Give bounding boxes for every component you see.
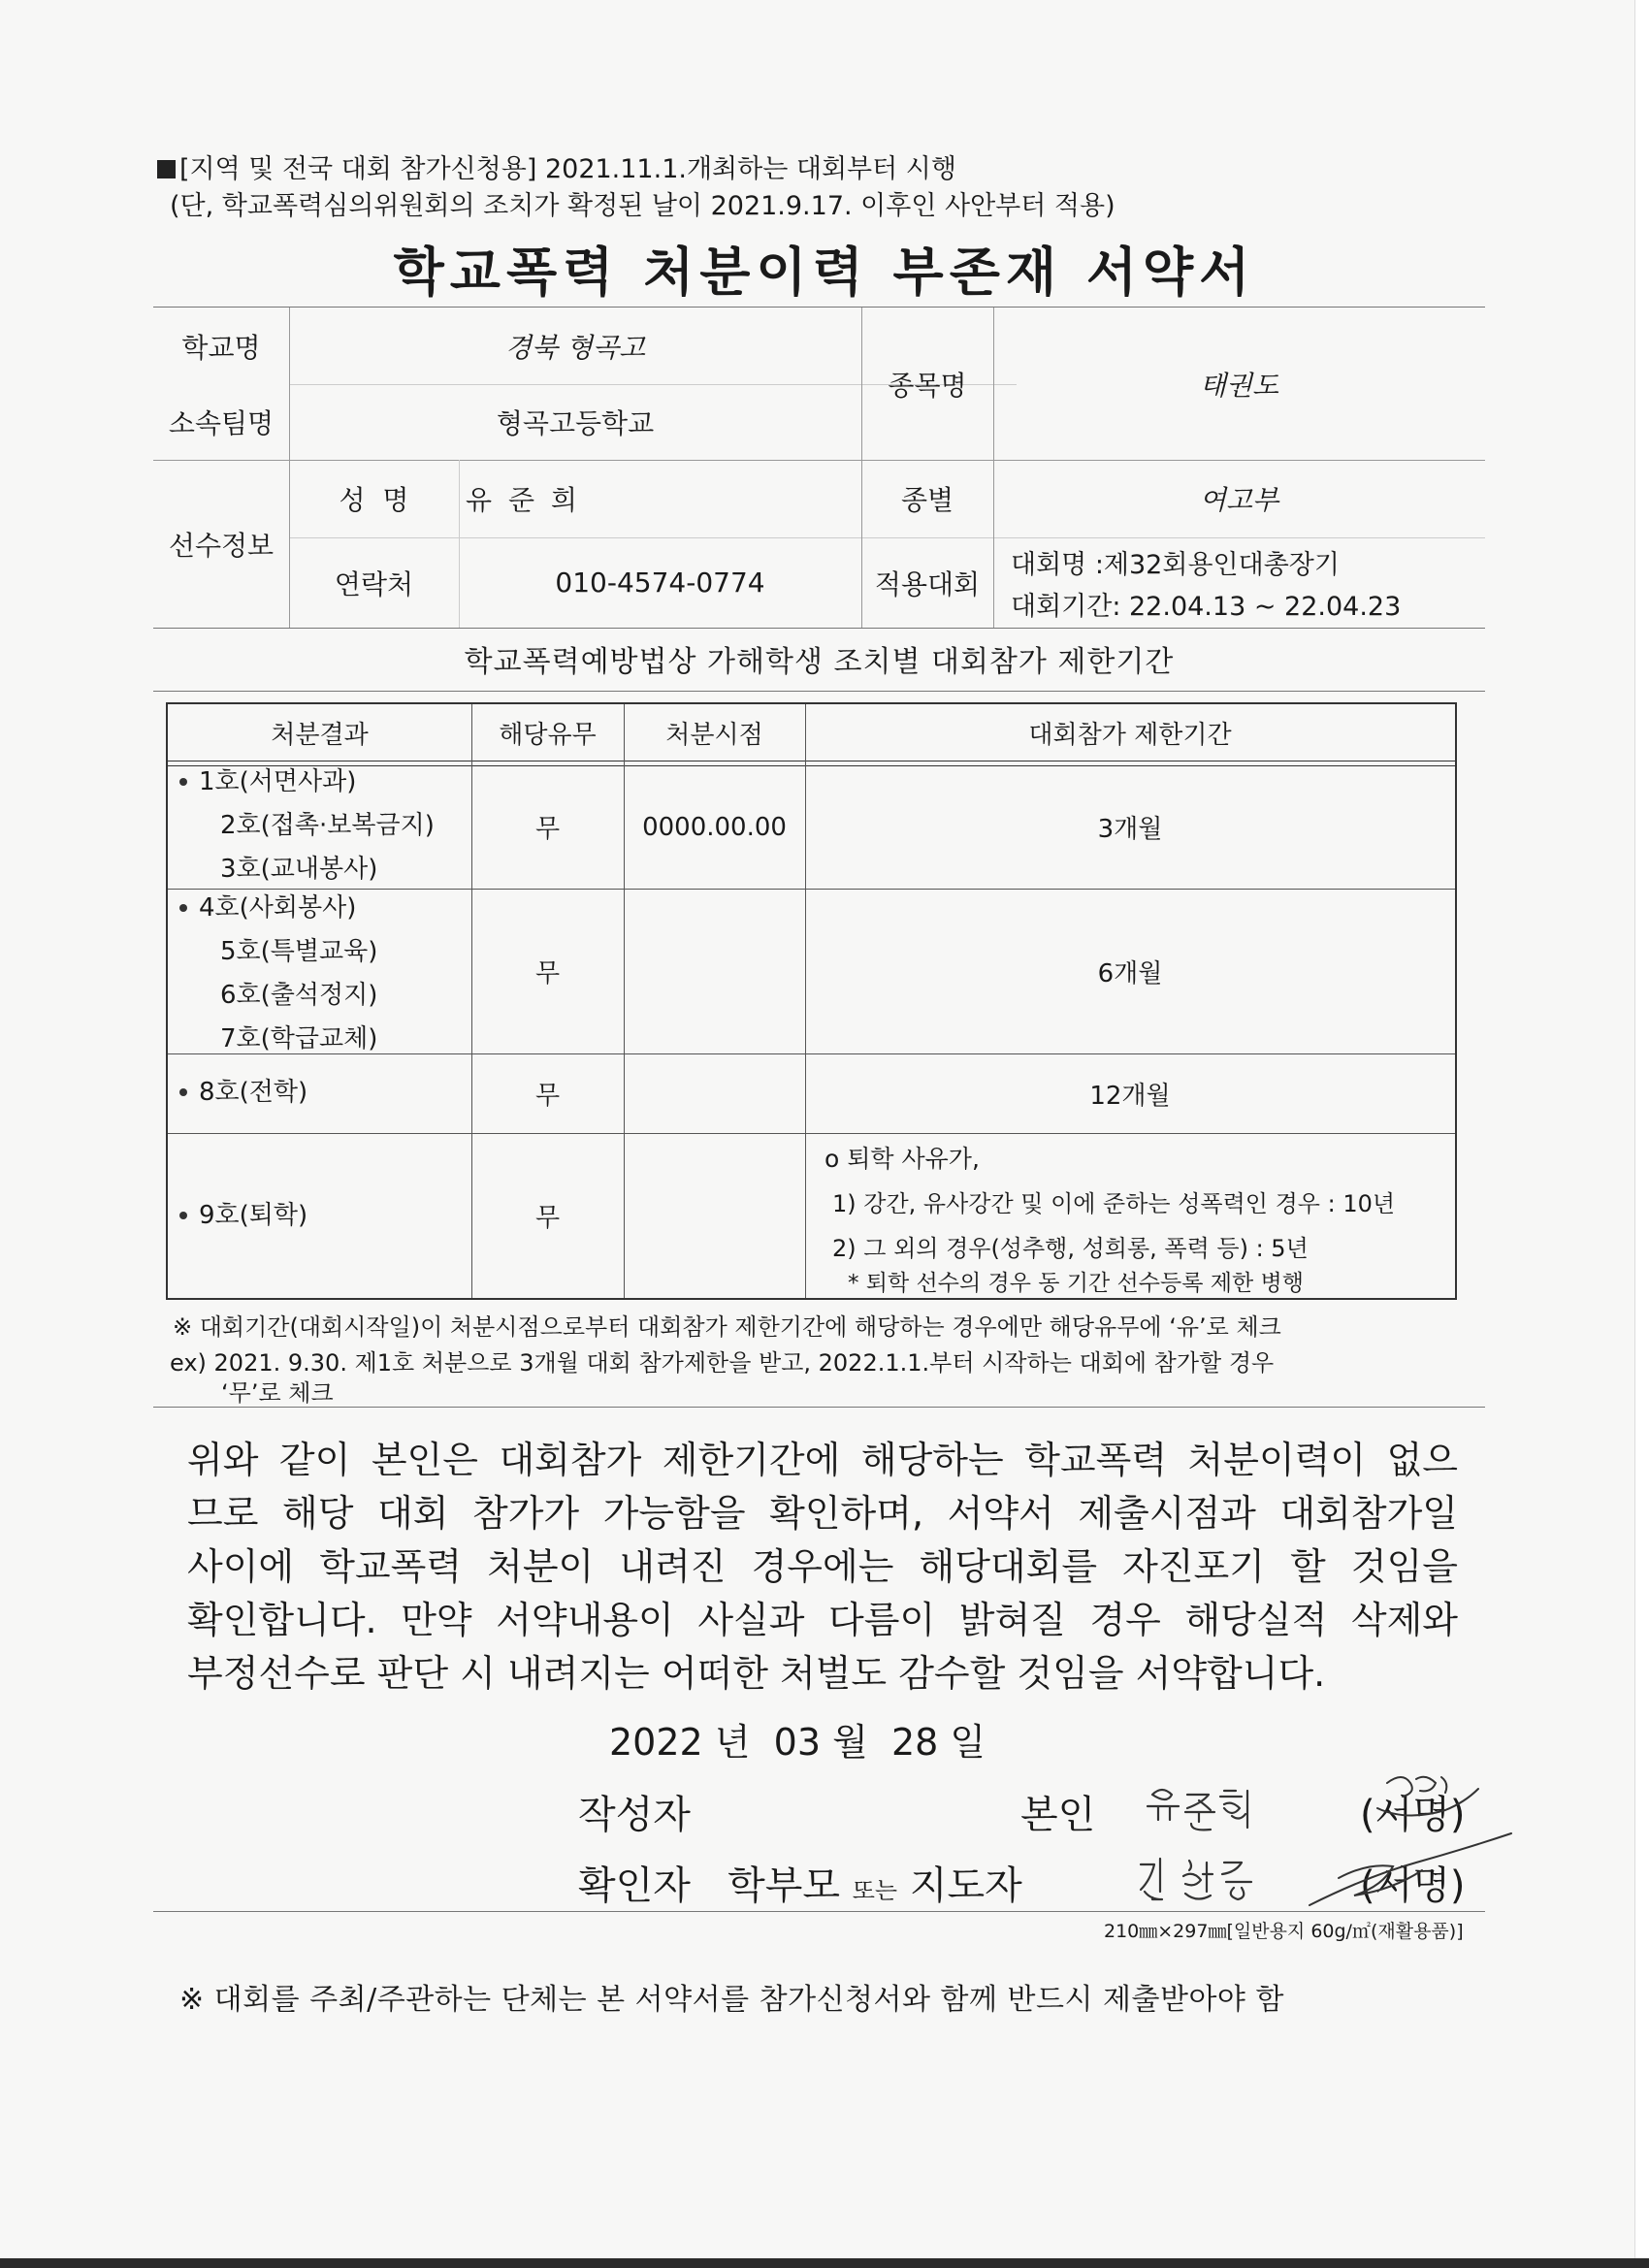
- confirmer-row: [578, 1855, 1022, 1910]
- list-item: 8호(전학): [199, 1078, 308, 1107]
- row1-items: [179, 761, 435, 891]
- row2-limit: 6개월: [1097, 958, 1163, 988]
- list-item: 4호(사회봉사): [199, 893, 357, 923]
- row1-date: 0000.00.00: [642, 812, 787, 842]
- coach-handwritten-name: [1141, 1859, 1251, 1899]
- pledge-line: 므로 해당 대회 참가가 가능함을 확인하며, 서약서 제출시점과 대회참가일: [187, 1492, 1458, 1535]
- sport-value: 태권도: [1199, 369, 1279, 402]
- notice-line-1: [157, 147, 956, 185]
- contact-label: 연락처: [334, 567, 414, 600]
- final-note: ※ 대회를 주최/주관하는 단체는 본 서약서를 참가신청서와 함께 반드시 제출받아야 함: [179, 1983, 1284, 2017]
- list-item: 1호(서면사과): [199, 767, 357, 796]
- pledge-text: [187, 1434, 1458, 1701]
- writer-label: 작성자: [578, 1793, 691, 1837]
- footnote-3: ‘무’로 체크: [221, 1379, 334, 1407]
- event-label: 적용대회: [874, 567, 981, 600]
- coach-label: 지도자: [909, 1863, 1022, 1908]
- self-label: 본인: [1020, 1793, 1096, 1837]
- notice-line-1-text: [지역 및 전국 대회 참가신청용] 2021.11.1.개최하는 대회부터 시행: [179, 154, 956, 184]
- header-limit: 대회참가 제한기간: [1028, 720, 1232, 750]
- pledge-date: 2022 년 03 월 28 일: [609, 1721, 986, 1764]
- limit-line: 2) 그 외의 경우(성추행, 성희롱, 폭력 등) : 5년: [832, 1235, 1309, 1262]
- limit-line: o 퇴학 사유가,: [824, 1145, 980, 1173]
- team-label: 소속팀명: [168, 407, 275, 439]
- document-title: 학교폭력 처분이력 부존재 서약서: [393, 242, 1256, 303]
- team-value: 형곡고등학교: [496, 407, 655, 439]
- name-label: 성 명: [339, 484, 409, 516]
- division-value: 여고부: [1199, 484, 1279, 516]
- list-item: 9호(퇴학): [199, 1201, 308, 1230]
- row1-applicable: 무: [534, 815, 561, 844]
- notice-line-2: (단, 학교폭력심의위원회의 조치가 확정된 날이 2021.9.17. 이후인 사안부터 적용): [170, 191, 1116, 221]
- row2-items: [179, 887, 377, 1061]
- bullet-icon: [179, 1088, 187, 1096]
- or-label: 또는: [852, 1877, 898, 1904]
- parent-label: 학부모: [728, 1863, 840, 1908]
- confirmer-label: 확인자: [578, 1863, 691, 1908]
- footnote-2: ex) 2021. 9.30. 제1호 처분으로 3개월 대회 참가제한을 받고, 2022.1.1.부터 시작하는 대회에 참가할 경우: [170, 1349, 1275, 1377]
- scan-edge: [0, 2258, 1649, 2268]
- pledge-line: 확인합니다. 만약 서약내용이 사실과 다름이 밝혀질 경우 해당실적 삭제와: [187, 1599, 1458, 1641]
- header-date: 처분시점: [665, 720, 763, 750]
- footnote-1: ※ 대회기간(대회시작일)이 처분시점으로부터 대회참가 제한기간에 해당하는 경우에만 해당유무에 ‘유’로 체크: [173, 1313, 1281, 1341]
- list-item: 3호(교내봉사): [220, 855, 378, 884]
- row4-applicable: 무: [534, 1203, 561, 1233]
- scan-edge: [1634, 0, 1649, 2268]
- pledge-line: 사이에 학교폭력 처분이 내려진 경우에는 해당대회를 자진포기 할 것임을: [187, 1545, 1458, 1588]
- row3-applicable: 무: [534, 1081, 561, 1111]
- info-table: [153, 307, 1485, 629]
- player-info-label: 선수정보: [168, 529, 275, 562]
- event-period: 대회기간: 22.04.13 ~ 22.04.23: [1011, 591, 1402, 622]
- row3-limit: 12개월: [1089, 1081, 1171, 1111]
- pledge-line: 부정선수로 판단 시 내려지는 어떠한 처벌도 감수할 것임을 서약합니다.: [187, 1652, 1326, 1695]
- sport-label: 종목명: [888, 369, 967, 402]
- list-item: 6호(출석정지): [220, 981, 378, 1010]
- name-value: 유 준 희: [466, 484, 581, 516]
- header-applicable: 해당유무: [499, 720, 597, 750]
- sign-label-2: (서명): [1360, 1863, 1466, 1908]
- measures-section-title: 학교폭력예방법상 가해학생 조치별 대회참가 제한기간: [153, 627, 1485, 692]
- row1-limit: 3개월: [1097, 815, 1163, 844]
- self-handwritten-name: [1148, 1790, 1247, 1830]
- bullet-icon: [179, 1212, 187, 1219]
- measures-table: [166, 702, 1457, 1300]
- list-item: 5호(특별교육): [220, 937, 378, 966]
- school-label: 학교명: [181, 331, 261, 364]
- list-item: 2호(접촉·보복금지): [220, 811, 435, 840]
- row4-limit: [805, 1133, 1455, 1298]
- row3-items: [179, 1071, 307, 1115]
- bullet-icon: [179, 904, 187, 912]
- divider: [153, 1911, 1485, 1912]
- divider: [153, 1407, 1485, 1408]
- paper-spec: 210㎜×297㎜[일반용지 60g/㎡(재활용품)]: [1104, 1921, 1464, 1942]
- pledge-line: 위와 같이 본인은 대회참가 제한기간에 해당하는 학교폭력 처분이력이 없으: [187, 1439, 1458, 1481]
- row2-applicable: 무: [534, 958, 561, 988]
- square-bullet-icon: [157, 160, 176, 178]
- row4-items: [179, 1194, 307, 1238]
- event-name: 대회명 :제32회용인대총장기: [1011, 549, 1340, 580]
- contact-value: 010-4574-0774: [555, 567, 765, 599]
- list-item: 7호(학급교체): [220, 1024, 378, 1053]
- header-result: 처분결과: [271, 720, 369, 750]
- bullet-icon: [179, 778, 187, 786]
- limit-line: * 퇴학 선수의 경우 동 기간 선수등록 제한 병행: [848, 1271, 1304, 1296]
- school-value: 경북 형곡고: [504, 331, 646, 364]
- division-label: 종별: [900, 484, 954, 516]
- limit-line: 1) 강간, 유사강간 및 이에 준하는 성폭력인 경우 : 10년: [832, 1190, 1396, 1217]
- sign-label-1: (서명): [1360, 1793, 1466, 1837]
